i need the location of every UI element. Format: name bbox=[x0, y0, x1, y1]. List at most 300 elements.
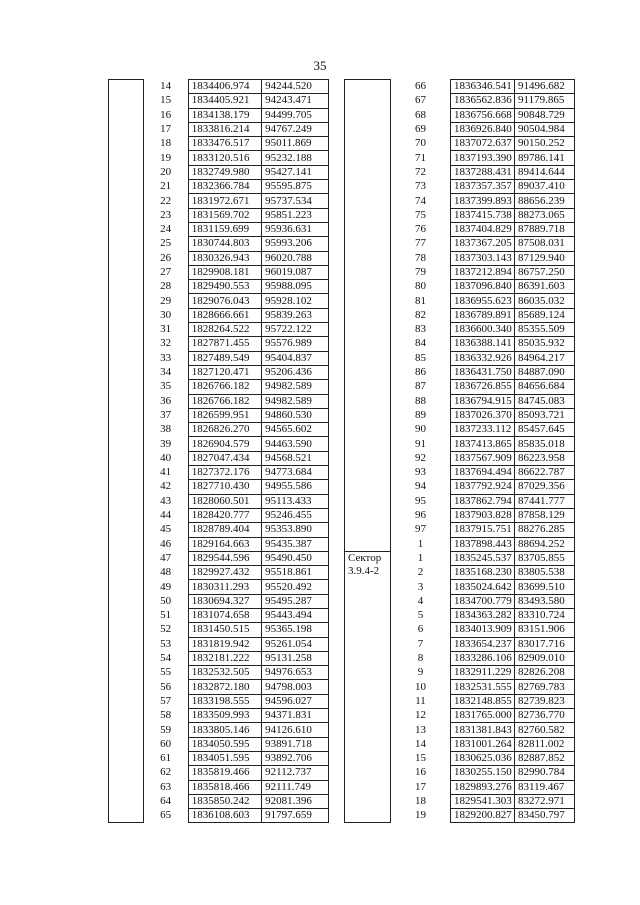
coordinate-x: 1837026.370 bbox=[451, 408, 515, 422]
coordinate-x: 1833509.993 bbox=[188, 709, 261, 723]
point-number: 29 bbox=[143, 294, 188, 308]
point-number: 39 bbox=[143, 437, 188, 451]
coordinate-y: 90150.252 bbox=[515, 137, 575, 151]
point-number: 66 bbox=[391, 80, 451, 94]
point-number: 76 bbox=[391, 222, 451, 236]
point-number: 17 bbox=[391, 780, 451, 794]
coordinate-x: 1826599.951 bbox=[188, 408, 261, 422]
coordinate-y: 84745.083 bbox=[515, 394, 575, 408]
coordinate-x: 1831159.699 bbox=[188, 222, 261, 236]
coordinate-y: 88273.065 bbox=[515, 208, 575, 222]
coordinate-y: 92112.737 bbox=[262, 766, 329, 780]
coordinate-x: 1837193.390 bbox=[451, 151, 515, 165]
coordinate-y: 82990.784 bbox=[515, 766, 575, 780]
point-number: 61 bbox=[143, 751, 188, 765]
coordinate-y: 94244.520 bbox=[262, 80, 329, 94]
point-number: 28 bbox=[143, 280, 188, 294]
coordinate-y: 95722.122 bbox=[262, 323, 329, 337]
coordinate-y: 87858.129 bbox=[515, 508, 575, 522]
point-number: 32 bbox=[143, 337, 188, 351]
point-number: 59 bbox=[143, 723, 188, 737]
point-number: 89 bbox=[391, 408, 451, 422]
coordinate-x: 1831765.000 bbox=[451, 709, 515, 723]
point-number: 40 bbox=[143, 451, 188, 465]
coordinate-y: 85835.018 bbox=[515, 437, 575, 451]
point-number: 54 bbox=[143, 651, 188, 665]
point-number: 1 bbox=[391, 551, 451, 565]
coordinate-y: 95131.258 bbox=[262, 651, 329, 665]
coordinate-x: 1837072.637 bbox=[451, 137, 515, 151]
coordinate-x: 1833805.146 bbox=[188, 723, 261, 737]
point-number: 87 bbox=[391, 380, 451, 394]
coordinate-y: 95928.102 bbox=[262, 294, 329, 308]
coordinate-y: 87441.777 bbox=[515, 494, 575, 508]
point-number: 70 bbox=[391, 137, 451, 151]
coordinate-x: 1827120.471 bbox=[188, 365, 261, 379]
coordinate-x: 1837212.894 bbox=[451, 265, 515, 279]
coordinate-y: 89037.410 bbox=[515, 180, 575, 194]
point-number: 14 bbox=[391, 737, 451, 751]
coordinate-x: 1837903.828 bbox=[451, 508, 515, 522]
coordinate-y: 85093.721 bbox=[515, 408, 575, 422]
table-row bbox=[345, 80, 575, 94]
point-number: 27 bbox=[143, 265, 188, 279]
coordinate-x: 1833816.214 bbox=[188, 122, 261, 136]
coordinate-y: 94596.027 bbox=[262, 694, 329, 708]
point-number: 88 bbox=[391, 394, 451, 408]
coordinate-x: 1827372.176 bbox=[188, 466, 261, 480]
coordinate-x: 1833120.516 bbox=[188, 151, 261, 165]
point-number: 82 bbox=[391, 308, 451, 322]
point-number: 67 bbox=[391, 94, 451, 108]
coordinate-y: 94499.705 bbox=[262, 108, 329, 122]
point-number: 83 bbox=[391, 323, 451, 337]
coordinate-x: 1832749.980 bbox=[188, 165, 261, 179]
point-number: 19 bbox=[391, 809, 451, 823]
point-number: 8 bbox=[391, 651, 451, 665]
coordinate-y: 86223.958 bbox=[515, 451, 575, 465]
coordinate-x: 1832532.505 bbox=[188, 666, 261, 680]
coordinate-x: 1837404.829 bbox=[451, 222, 515, 236]
coordinate-x: 1829076.043 bbox=[188, 294, 261, 308]
coordinate-y: 96020.788 bbox=[262, 251, 329, 265]
coordinate-x: 1836600.340 bbox=[451, 323, 515, 337]
coordinate-y: 82909.010 bbox=[515, 651, 575, 665]
coordinate-y: 85689.124 bbox=[515, 308, 575, 322]
coordinate-y: 95839.263 bbox=[262, 308, 329, 322]
coordinate-x: 1836388.141 bbox=[451, 337, 515, 351]
point-number: 26 bbox=[143, 251, 188, 265]
coordinate-y: 86757.250 bbox=[515, 265, 575, 279]
point-number: 48 bbox=[143, 566, 188, 580]
coordinate-x: 1837567.909 bbox=[451, 451, 515, 465]
point-number: 68 bbox=[391, 108, 451, 122]
coordinate-x: 1827871.455 bbox=[188, 337, 261, 351]
point-number: 16 bbox=[391, 766, 451, 780]
point-number: 1 bbox=[391, 537, 451, 551]
coordinate-y: 83705.855 bbox=[515, 551, 575, 565]
point-number: 73 bbox=[391, 180, 451, 194]
coordinate-y: 82760.582 bbox=[515, 723, 575, 737]
point-number: 79 bbox=[391, 265, 451, 279]
coordinate-y: 95261.054 bbox=[262, 637, 329, 651]
point-number: 20 bbox=[143, 165, 188, 179]
coordinate-y: 92111.749 bbox=[262, 780, 329, 794]
point-number: 60 bbox=[143, 737, 188, 751]
point-number: 3 bbox=[391, 580, 451, 594]
coordinate-x: 1828666.661 bbox=[188, 308, 261, 322]
coordinate-y: 83151.906 bbox=[515, 623, 575, 637]
coordinates-table-left bbox=[108, 79, 329, 823]
coordinate-x: 1826766.182 bbox=[188, 380, 261, 394]
point-number: 12 bbox=[391, 709, 451, 723]
coordinate-y: 83450.797 bbox=[515, 809, 575, 823]
coordinate-y: 83272.971 bbox=[515, 794, 575, 808]
point-number: 9 bbox=[391, 666, 451, 680]
point-number: 2 bbox=[391, 566, 451, 580]
point-number: 65 bbox=[143, 809, 188, 823]
point-number: 45 bbox=[143, 523, 188, 537]
point-number: 64 bbox=[143, 794, 188, 808]
coordinate-y: 87889.718 bbox=[515, 222, 575, 236]
point-number: 72 bbox=[391, 165, 451, 179]
coordinate-x: 1826904.579 bbox=[188, 437, 261, 451]
point-number: 41 bbox=[143, 466, 188, 480]
point-number: 71 bbox=[391, 151, 451, 165]
coordinate-y: 91496.682 bbox=[515, 80, 575, 94]
coordinate-y: 94568.521 bbox=[262, 451, 329, 465]
coordinate-x: 1834700.779 bbox=[451, 594, 515, 608]
point-number: 13 bbox=[391, 723, 451, 737]
coordinate-x: 1836926.840 bbox=[451, 122, 515, 136]
point-number: 57 bbox=[143, 694, 188, 708]
point-number: 15 bbox=[143, 94, 188, 108]
coordinate-x: 1836756.668 bbox=[451, 108, 515, 122]
coordinate-x: 1835168.230 bbox=[451, 566, 515, 580]
point-number: 46 bbox=[143, 537, 188, 551]
coordinate-y: 88694.252 bbox=[515, 537, 575, 551]
coordinate-y: 83493.580 bbox=[515, 594, 575, 608]
point-number: 44 bbox=[143, 508, 188, 522]
coordinate-y: 95490.450 bbox=[262, 551, 329, 565]
coordinate-x: 1832181.222 bbox=[188, 651, 261, 665]
coordinate-x: 1829927.432 bbox=[188, 566, 261, 580]
coordinate-x: 1828264.522 bbox=[188, 323, 261, 337]
coordinate-y: 95206.436 bbox=[262, 365, 329, 379]
coordinate-x: 1834138.179 bbox=[188, 108, 261, 122]
point-number: 18 bbox=[143, 137, 188, 151]
point-number: 86 bbox=[391, 365, 451, 379]
point-number: 62 bbox=[143, 766, 188, 780]
coordinate-y: 95435.387 bbox=[262, 537, 329, 551]
coordinate-x: 1837288.431 bbox=[451, 165, 515, 179]
coordinate-y: 96019.087 bbox=[262, 265, 329, 279]
coordinate-x: 1830326.943 bbox=[188, 251, 261, 265]
coordinate-y: 94767.249 bbox=[262, 122, 329, 136]
point-number: 11 bbox=[391, 694, 451, 708]
table-row bbox=[109, 80, 329, 94]
coordinate-y: 94773.684 bbox=[262, 466, 329, 480]
coordinate-x: 1835024.642 bbox=[451, 580, 515, 594]
coordinate-y: 86391.603 bbox=[515, 280, 575, 294]
coordinate-x: 1831569.702 bbox=[188, 208, 261, 222]
point-number: 85 bbox=[391, 351, 451, 365]
coordinate-y: 94982.589 bbox=[262, 394, 329, 408]
coordinate-x: 1836332.926 bbox=[451, 351, 515, 365]
coordinate-x: 1833198.555 bbox=[188, 694, 261, 708]
coordinate-x: 1833654.237 bbox=[451, 637, 515, 651]
coordinate-y: 86035.032 bbox=[515, 294, 575, 308]
coordinate-x: 1833476.517 bbox=[188, 137, 261, 151]
point-number: 90 bbox=[391, 423, 451, 437]
coordinate-y: 89786.141 bbox=[515, 151, 575, 165]
coordinate-y: 95246.455 bbox=[262, 508, 329, 522]
point-number: 30 bbox=[143, 308, 188, 322]
point-number: 21 bbox=[143, 180, 188, 194]
point-number: 31 bbox=[143, 323, 188, 337]
coordinate-x: 1837399.893 bbox=[451, 194, 515, 208]
coordinate-x: 1837096.840 bbox=[451, 280, 515, 294]
coordinate-x: 1830744.803 bbox=[188, 237, 261, 251]
coordinate-y: 88656.239 bbox=[515, 194, 575, 208]
point-number: 6 bbox=[391, 623, 451, 637]
point-number: 74 bbox=[391, 194, 451, 208]
point-number: 14 bbox=[143, 80, 188, 94]
coordinate-x: 1835245.537 bbox=[451, 551, 515, 565]
sector-label: Сектор bbox=[348, 551, 382, 564]
coordinate-x: 1834051.595 bbox=[188, 751, 261, 765]
coordinate-y: 95518.861 bbox=[262, 566, 329, 580]
point-number: 18 bbox=[391, 794, 451, 808]
coordinate-x: 1830255.150 bbox=[451, 766, 515, 780]
coordinate-y: 95011.869 bbox=[262, 137, 329, 151]
coordinate-x: 1837413.865 bbox=[451, 437, 515, 451]
coordinate-x: 1836794.915 bbox=[451, 394, 515, 408]
sector-label: 3.9.4-2 bbox=[348, 564, 380, 577]
coordinate-x: 1828060.501 bbox=[188, 494, 261, 508]
coordinate-y: 94798.003 bbox=[262, 680, 329, 694]
point-number: 5 bbox=[391, 608, 451, 622]
coordinate-x: 1832366.784 bbox=[188, 180, 261, 194]
coordinate-y: 83699.510 bbox=[515, 580, 575, 594]
coordinate-x: 1834406.974 bbox=[188, 80, 261, 94]
coordinate-y: 92081.396 bbox=[262, 794, 329, 808]
coordinate-x: 1835850.242 bbox=[188, 794, 261, 808]
coordinate-x: 1828789.404 bbox=[188, 523, 261, 537]
coordinate-y: 95353.890 bbox=[262, 523, 329, 537]
coordinate-x: 1829544.596 bbox=[188, 551, 261, 565]
point-number: 50 bbox=[143, 594, 188, 608]
coordinate-x: 1836726.855 bbox=[451, 380, 515, 394]
coordinate-x: 1837367.205 bbox=[451, 237, 515, 251]
coordinate-y: 95443.494 bbox=[262, 608, 329, 622]
coordinate-y: 94982.589 bbox=[262, 380, 329, 394]
sector-cell bbox=[345, 551, 391, 823]
coordinate-x: 1837915.751 bbox=[451, 523, 515, 537]
coordinate-x: 1827047.434 bbox=[188, 451, 261, 465]
coordinate-x: 1828420.777 bbox=[188, 508, 261, 522]
point-number: 80 bbox=[391, 280, 451, 294]
coordinate-x: 1835819.466 bbox=[188, 766, 261, 780]
point-number: 36 bbox=[143, 394, 188, 408]
coordinate-y: 95365.198 bbox=[262, 623, 329, 637]
coordinate-y: 94955.586 bbox=[262, 480, 329, 494]
coordinate-x: 1829200.827 bbox=[451, 809, 515, 823]
coordinate-y: 95113.433 bbox=[262, 494, 329, 508]
coordinate-x: 1836346.541 bbox=[451, 80, 515, 94]
coordinate-x: 1836955.623 bbox=[451, 294, 515, 308]
coordinate-x: 1834405.921 bbox=[188, 94, 261, 108]
coordinate-y: 91797.659 bbox=[262, 809, 329, 823]
coordinate-x: 1831381.843 bbox=[451, 723, 515, 737]
coordinate-x: 1836431.750 bbox=[451, 365, 515, 379]
coordinate-x: 1832872.180 bbox=[188, 680, 261, 694]
point-number: 63 bbox=[143, 780, 188, 794]
coordinate-x: 1837694.494 bbox=[451, 466, 515, 480]
point-number: 10 bbox=[391, 680, 451, 694]
coordinate-y: 82811.002 bbox=[515, 737, 575, 751]
point-number: 77 bbox=[391, 237, 451, 251]
coordinate-y: 84964.217 bbox=[515, 351, 575, 365]
point-number: 37 bbox=[143, 408, 188, 422]
coordinate-y: 83310.724 bbox=[515, 608, 575, 622]
coordinate-y: 88276.285 bbox=[515, 523, 575, 537]
coordinate-x: 1831001.264 bbox=[451, 737, 515, 751]
coordinate-x: 1837357.357 bbox=[451, 180, 515, 194]
point-number: 47 bbox=[143, 551, 188, 565]
coordinate-x: 1835818.466 bbox=[188, 780, 261, 794]
coordinate-y: 95404.837 bbox=[262, 351, 329, 365]
point-number: 56 bbox=[143, 680, 188, 694]
point-number: 17 bbox=[143, 122, 188, 136]
coordinate-x: 1829893.276 bbox=[451, 780, 515, 794]
coordinate-y: 83017.716 bbox=[515, 637, 575, 651]
point-number: 23 bbox=[143, 208, 188, 222]
coordinate-y: 94126.610 bbox=[262, 723, 329, 737]
point-number: 7 bbox=[391, 637, 451, 651]
coordinate-y: 85457.645 bbox=[515, 423, 575, 437]
coordinate-y: 94860.530 bbox=[262, 408, 329, 422]
coordinate-y: 93891.718 bbox=[262, 737, 329, 751]
coordinate-x: 1829908.181 bbox=[188, 265, 261, 279]
coordinate-x: 1836108.603 bbox=[188, 809, 261, 823]
point-number: 43 bbox=[143, 494, 188, 508]
point-number: 96 bbox=[391, 508, 451, 522]
coordinate-y: 94976.653 bbox=[262, 666, 329, 680]
coordinate-x: 1830311.293 bbox=[188, 580, 261, 594]
coordinate-y: 86622.787 bbox=[515, 466, 575, 480]
coordinate-x: 1834050.595 bbox=[188, 737, 261, 751]
point-number: 75 bbox=[391, 208, 451, 222]
coordinate-y: 95427.141 bbox=[262, 165, 329, 179]
coordinate-y: 95595.875 bbox=[262, 180, 329, 194]
coordinate-y: 94371.831 bbox=[262, 709, 329, 723]
coordinate-y: 82736.770 bbox=[515, 709, 575, 723]
coordinate-x: 1832148.855 bbox=[451, 694, 515, 708]
point-number: 25 bbox=[143, 237, 188, 251]
coordinate-y: 95936.631 bbox=[262, 222, 329, 236]
coordinate-y: 89414.644 bbox=[515, 165, 575, 179]
sector-cell bbox=[345, 80, 391, 552]
point-number: 97 bbox=[391, 523, 451, 537]
point-number: 55 bbox=[143, 666, 188, 680]
coordinate-y: 95851.223 bbox=[262, 208, 329, 222]
coordinate-x: 1827710.430 bbox=[188, 480, 261, 494]
coordinate-x: 1836789.891 bbox=[451, 308, 515, 322]
coordinate-y: 85035.932 bbox=[515, 337, 575, 351]
coordinate-y: 83119.467 bbox=[515, 780, 575, 794]
coordinate-y: 94243.471 bbox=[262, 94, 329, 108]
point-number: 16 bbox=[143, 108, 188, 122]
coordinate-x: 1831074.658 bbox=[188, 608, 261, 622]
coordinate-x: 1830694.327 bbox=[188, 594, 261, 608]
point-number: 15 bbox=[391, 751, 451, 765]
coordinate-y: 90848.729 bbox=[515, 108, 575, 122]
coordinate-x: 1833286.106 bbox=[451, 651, 515, 665]
coordinate-x: 1829490.553 bbox=[188, 280, 261, 294]
point-number: 19 bbox=[143, 151, 188, 165]
coordinate-x: 1826826.270 bbox=[188, 423, 261, 437]
coordinate-y: 95520.492 bbox=[262, 580, 329, 594]
coordinate-y: 85355.509 bbox=[515, 323, 575, 337]
coordinate-y: 95495.287 bbox=[262, 594, 329, 608]
coordinate-y: 95576.989 bbox=[262, 337, 329, 351]
coordinate-x: 1837862.794 bbox=[451, 494, 515, 508]
point-number: 92 bbox=[391, 451, 451, 465]
coordinate-x: 1827489.549 bbox=[188, 351, 261, 365]
coordinate-x: 1837233.112 bbox=[451, 423, 515, 437]
coordinate-x: 1829164.663 bbox=[188, 537, 261, 551]
coordinate-y: 84656.684 bbox=[515, 380, 575, 394]
coordinate-x: 1834013.909 bbox=[451, 623, 515, 637]
point-number: 81 bbox=[391, 294, 451, 308]
coordinate-x: 1832531.555 bbox=[451, 680, 515, 694]
point-number: 38 bbox=[143, 423, 188, 437]
point-number: 4 bbox=[391, 594, 451, 608]
coordinate-y: 95232.188 bbox=[262, 151, 329, 165]
table-row bbox=[345, 551, 575, 565]
coordinates-table-right bbox=[344, 79, 575, 823]
coordinate-x: 1837898.443 bbox=[451, 537, 515, 551]
coordinate-y: 82887.852 bbox=[515, 751, 575, 765]
coordinate-x: 1831450.515 bbox=[188, 623, 261, 637]
point-number: 78 bbox=[391, 251, 451, 265]
point-number: 49 bbox=[143, 580, 188, 594]
coordinate-y: 82769.783 bbox=[515, 680, 575, 694]
coordinate-y: 87129.940 bbox=[515, 251, 575, 265]
point-number: 51 bbox=[143, 608, 188, 622]
point-number: 58 bbox=[143, 709, 188, 723]
point-number: 22 bbox=[143, 194, 188, 208]
coordinate-x: 1831819.942 bbox=[188, 637, 261, 651]
point-number: 95 bbox=[391, 494, 451, 508]
coordinate-x: 1834363.282 bbox=[451, 608, 515, 622]
coordinate-y: 87508.031 bbox=[515, 237, 575, 251]
coordinate-x: 1829541.303 bbox=[451, 794, 515, 808]
coordinate-y: 82826.208 bbox=[515, 666, 575, 680]
coordinate-y: 93892.706 bbox=[262, 751, 329, 765]
coordinate-y: 94463.590 bbox=[262, 437, 329, 451]
point-number: 33 bbox=[143, 351, 188, 365]
coordinate-y: 82739.823 bbox=[515, 694, 575, 708]
point-number: 34 bbox=[143, 365, 188, 379]
point-number: 93 bbox=[391, 466, 451, 480]
point-number: 42 bbox=[143, 480, 188, 494]
point-number: 91 bbox=[391, 437, 451, 451]
point-number: 53 bbox=[143, 637, 188, 651]
coordinate-x: 1837792.924 bbox=[451, 480, 515, 494]
coordinate-y: 95993.206 bbox=[262, 237, 329, 251]
